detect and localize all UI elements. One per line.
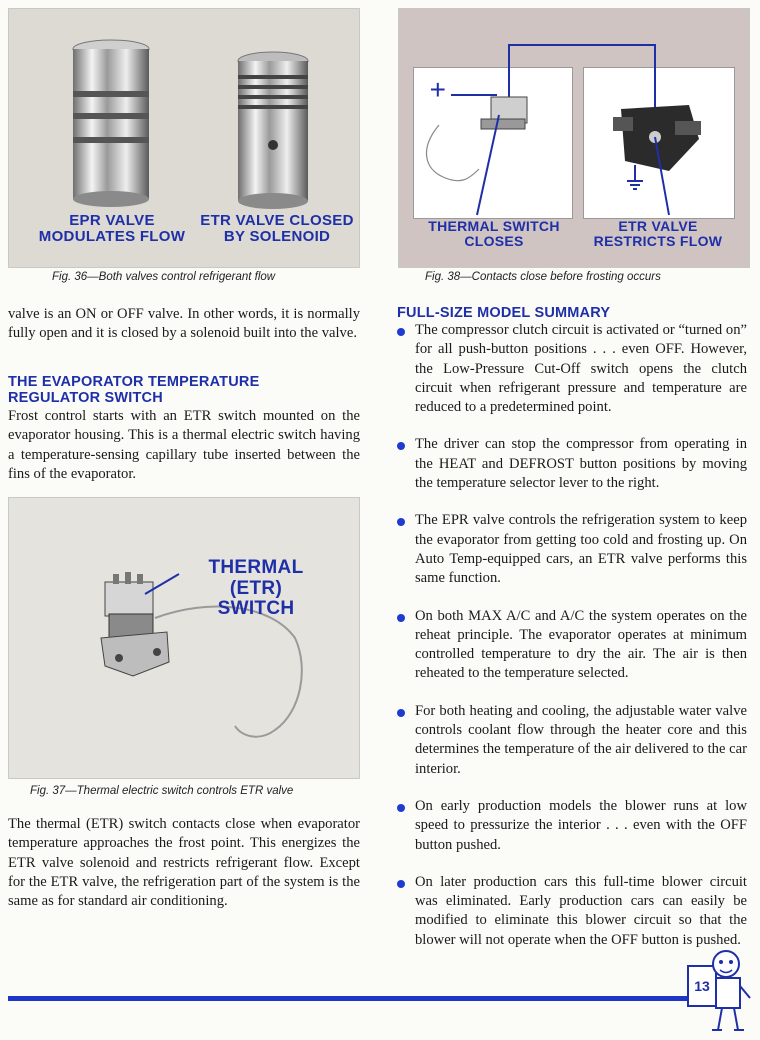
list-item: The EPR valve controls the refrigeration system to keep the evaporator from getting too cold and frosting up. On Auto Temp-equipped cars, an ETR valve performs this same function. [397,511,747,588]
fig37-label: THERMAL (ETR) SWITCH [208,557,304,620]
list-item: For both heating and cooling, the adjustable water valve controls coolant flow through the heater core and this determines the temperature of the air delivered to the car interior. [397,702,747,779]
fig36-label-epr: EPR VALVE MODULATES FLOW [38,212,186,246]
fig36-photo [8,8,360,268]
ground-icon [627,165,643,189]
right-section-heading: FULL-SIZE MODEL SUMMARY [397,305,611,321]
bullet-icon [397,328,405,336]
list-item: The compressor clutch circuit is activated or “turned on” for all push-button positions . . . even OFF. However, the Low-Pressure Cut-Off switch opens the clutch circuit when refrigerant pressure and temperature are reduced to a predetermined point. [397,321,747,417]
bullet-icon [397,880,405,888]
bullet-icon [397,518,405,526]
thermal-etr-switch-icon [101,572,169,676]
fig37-photo [8,497,360,779]
bullet-icon [397,442,405,450]
left-section-heading: THE EVAPORATOR TEMPERATURE REGULATOR SWITCH [8,374,260,406]
left-paragraph-2: Frost control starts with an ETR switch mounted on the evaporator housing. This is a thermal electric switch having a temperature-sensing capillary tube inserted between the fins of the evaporator. [8,408,360,482]
fig37-caption: Fig. 37—Thermal electric switch controls ETR valve [30,785,294,797]
bullet-icon [397,804,405,812]
plus-sign: + [429,74,447,105]
list-item: On both MAX A/C and A/C the system operates on the reheat principle. The evaporator operates at minimum controlled temperature to dry the air. The air is then reheated to the temperature selected. [397,607,747,684]
bullet-icon [397,709,405,717]
epr-valve-icon [73,40,149,207]
footer-rule [8,996,698,1001]
list-item: On later production cars this full-time blower circuit was eliminated. Early production cars can easily be modified to eliminate this blower circuit so that the blower will not operate when the OFF button is pushed. [397,873,747,950]
summary-list [397,321,747,968]
thermal-switch-illustration [9,498,359,778]
fig38-label-etr: ETR VALVE RESTRICTS FLOW [593,218,723,250]
fig38-label-thermal: THERMAL SWITCH CLOSES [428,218,560,250]
list-item: The driver can stop the compressor from operating in the HEAT and DEFROST button positions by moving the temperature selector lever to the right. [397,435,747,493]
etr-valve-assembly-icon [613,105,701,171]
fig38-caption: Fig. 38—Contacts close before frosting occurs [425,271,661,283]
list-item: On early production models the blower runs at low speed to pressurize the interior . . . even with the OFF button pushed. [397,797,747,855]
etr-valve-icon [238,52,308,209]
fig36-caption: Fig. 36—Both valves control refrigerant flow [52,271,276,283]
left-paragraph-3: The thermal (ETR) switch contacts close when evaporator temperature approaches the frost point. This energizes the ETR valve solenoid and restricts refrigerant flow. Except for the ETR valve, the refrigeration part of the system is the same as for standard air conditioning. [8,816,360,910]
fig38-photo [398,8,750,268]
bullet-icon [397,614,405,622]
fig36-label-etr: ETR VALVE CLOSED BY SOLENOID [200,212,354,246]
page-number: 13 [690,978,714,994]
thermal-switch-icon [427,97,527,181]
left-paragraph-1: valve is an ON or OFF valve. In other words, it is normally fully open and it is closed by a solenoid built into the valve. [8,306,360,342]
